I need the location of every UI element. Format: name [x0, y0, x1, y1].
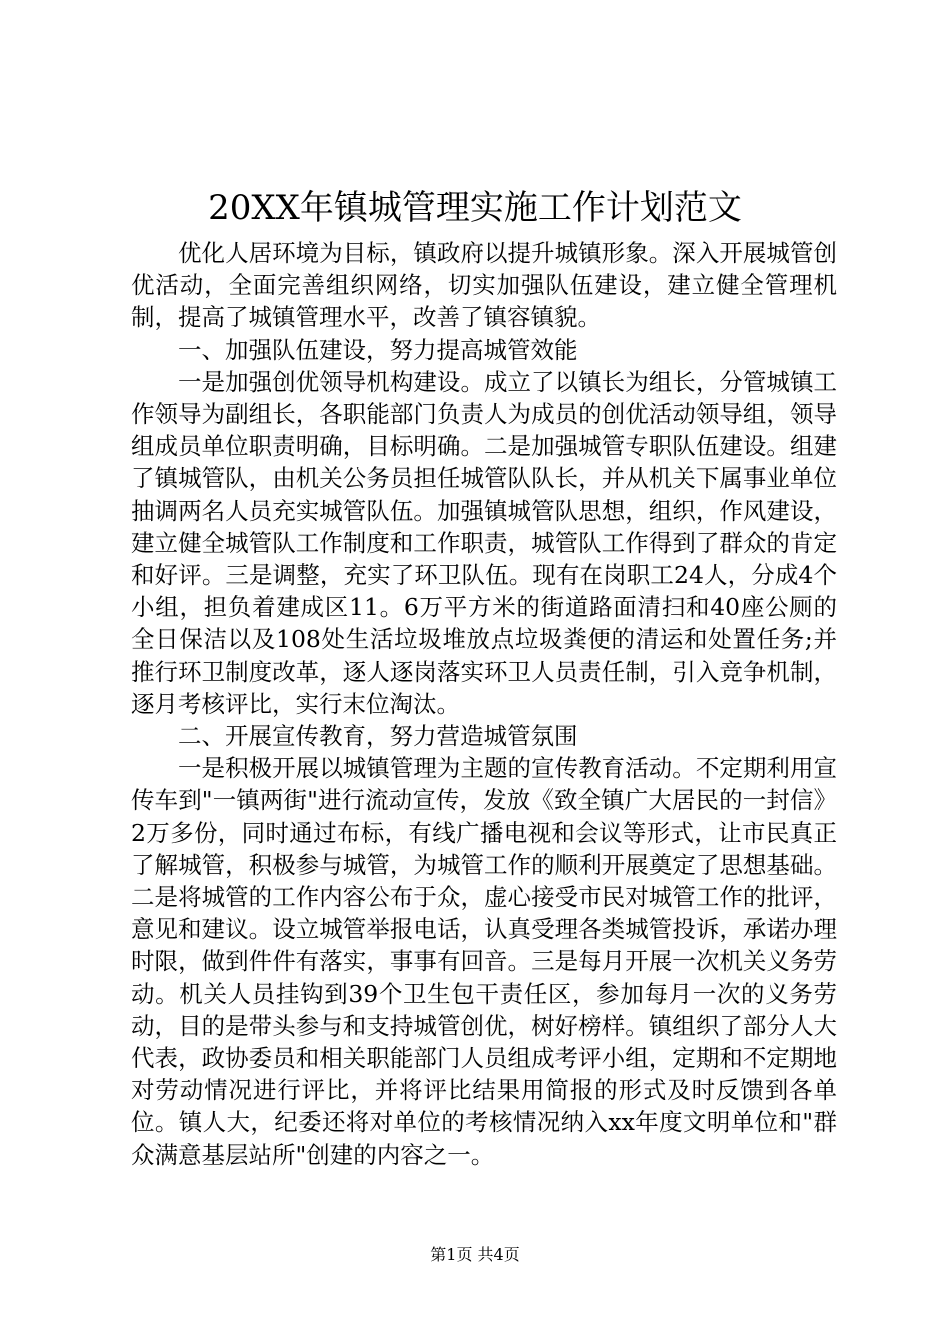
- page-number-footer: 第1页 共4页: [430, 1245, 520, 1264]
- section-2-paragraph: 一是积极开展以城镇管理为主题的宣传教育活动。不定期利用宣传车到"一镇两街"进行流动宣传，发放《致全镇广大居民的一封信》2万多份，同时通过布标，有线广播电视和会议等形式，让市民真正了解城管，积极参与城管，为城管工作的顺利开展奠定了思想基础。二是将城管的工作内容公布于众，虚心接受市民对城管工作的批评，意见和建议。设立城管举报电话，认真受理各类城管投诉，承诺办理时限，做到件件有落实，事事有回音。三是每月开展一次机关义务劳动。机关人员挂钩到39个卫生包干责任区，参加每月一次的义务劳动，目的是带头参与和支持城管创优，树好榜样。镇组织了部分人大代表，政协委员和相关职能部门人员组成考评小组，定期和不定期地对劳动情况进行评比，并将评比结果用简报的形式及时反馈到各单位。镇人大，纪委还将对单位的考核情况纳入xx年度文明单位和"群众满意基层站所"创建的内容之一。: [131, 754, 837, 1169]
- intro-paragraph: 优化人居环境为目标，镇政府以提升城镇形象。深入开展城管创优活动，全面完善组织网络，切实加强队伍建设，建立健全管理机制，提高了城镇管理水平，改善了镇容镇貌。: [131, 239, 837, 332]
- section-heading-1: 一、加强队伍建设，努力提高城管效能: [178, 335, 578, 364]
- section-heading-2: 二、开展宣传教育，努力营造城管氛围: [178, 722, 578, 751]
- page-title: 20XX年镇城管理实施工作计划范文: [208, 188, 742, 228]
- section-1-paragraph: 一是加强创优领导机构建设。成立了以镇长为组长，分管城镇工作领导为副组长，各职能部门负责人为成员的创优活动领导组，领导组成员单位职责明确，目标明确。二是加强城管专职队伍建设。组建了镇城管队，由机关公务员担任城管队队长，并从机关下属事业单位抽调两名人员充实城管队伍。加强镇城管队思想，组织，作风建设，建立健全城管队工作制度和工作职责，城管队工作得到了群众的肯定和好评。三是调整，充实了环卫队伍。现有在岗职工24人，分成4个小组，担负着建成区11。6万平方米的街道路面清扫和40座公厕的全日保洁以及108处生活垃圾堆放点垃圾粪便的清运和处置任务;并推行环卫制度改革，逐人逐岗落实环卫人员责任制，引入竞争机制，逐月考核评比，实行末位淘汰。: [131, 367, 837, 718]
- document-body: [131, 237, 837, 1171]
